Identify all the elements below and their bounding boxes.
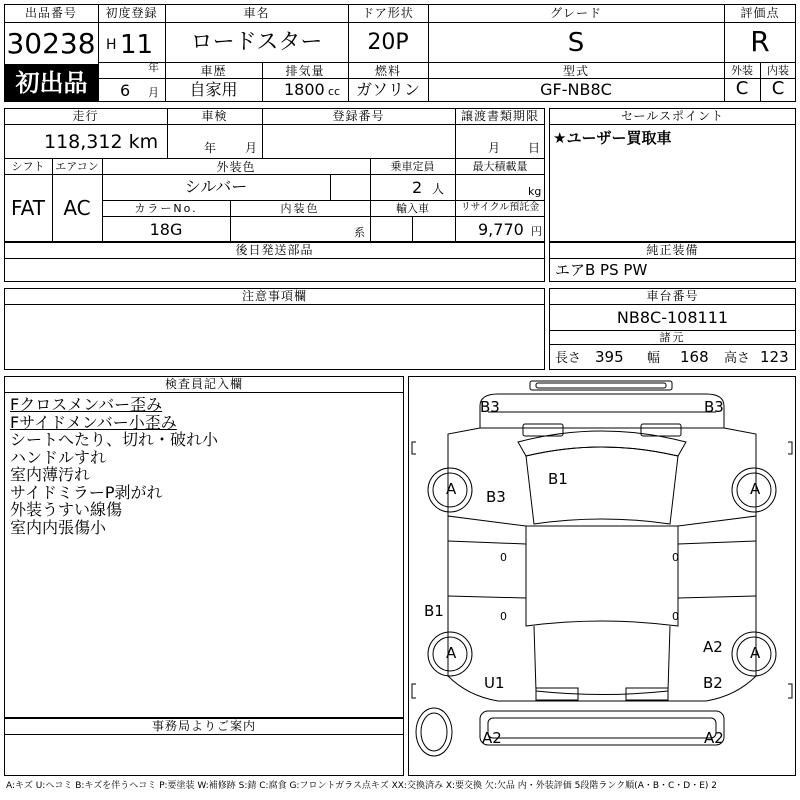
first-reg-year: 11 <box>120 30 154 60</box>
month-unit: 月 <box>148 86 159 99</box>
inspector-label: 検査員記入欄 <box>164 377 243 391</box>
displacement-label: 排気量 <box>285 64 325 78</box>
displacement-unit: cc <box>328 85 341 98</box>
inspector-note: Fクロスメンバー歪み <box>10 395 163 414</box>
vehicle-info-block <box>4 108 545 242</box>
height-value: 123 <box>760 348 789 366</box>
height-label: 高さ <box>724 351 751 366</box>
inspector-note: 外装うすい線傷 <box>10 500 123 519</box>
mark-left-rear-door: B1 <box>424 602 444 620</box>
int-color-label: 内装色 <box>280 202 320 215</box>
fuel-label: 燃料 <box>374 64 401 78</box>
reg-no-label: 登録番号 <box>332 109 385 123</box>
equipment-value: エアB PS PW <box>555 261 648 279</box>
shift-value: FAT <box>10 196 45 220</box>
office-label: 事務局よりご案内 <box>151 719 256 733</box>
inspector-note: 室内内張傷小 <box>10 517 107 537</box>
first-reg-era: H <box>106 37 117 53</box>
mark-hood-left: B3 <box>486 488 506 506</box>
mileage-label: 走行 <box>72 109 99 123</box>
door-label: ドア形状 <box>362 6 414 20</box>
mark-tire-fr: A <box>750 480 761 498</box>
lot-no-label: 出品番号 <box>24 6 77 20</box>
mark-tire-rr: A <box>750 644 761 662</box>
mark-mid-left-1: 0 <box>500 551 507 564</box>
shift-label: シフト <box>11 160 45 173</box>
color-no-value: 18G <box>149 220 183 239</box>
history-value: 自家用 <box>189 80 238 99</box>
color-no-label: カラーNo. <box>134 202 198 215</box>
max-load-label: 最大積載量 <box>472 160 528 173</box>
year-unit: 年 <box>148 61 159 74</box>
lot-no-value: 30238 <box>6 27 96 60</box>
first-sale-badge-text: 初出品 <box>15 69 88 97</box>
door-value: 20P <box>367 30 409 55</box>
interior-value: C <box>771 78 785 99</box>
interior-label: 内装 <box>767 64 789 77</box>
width-label: 幅 <box>647 351 661 366</box>
recycle-unit: 円 <box>531 225 542 238</box>
mark-mid-right-1: 0 <box>672 551 679 564</box>
grade-value: S <box>567 28 585 58</box>
width-value: 168 <box>680 348 709 366</box>
history-label: 車歴 <box>200 64 227 78</box>
ext-color-value: シルバー <box>184 177 248 196</box>
aircon-label: エアコン <box>55 160 99 173</box>
inspector-note: 室内薄汚れ <box>10 465 91 484</box>
chassis-label: 車台番号 <box>646 289 699 303</box>
mark-mid-left-2: 0 <box>500 610 507 623</box>
first-reg-label: 初度登録 <box>105 6 158 20</box>
mark-roof: B1 <box>548 470 568 488</box>
aircon-value: AC <box>63 196 91 220</box>
model-label: 型式 <box>562 64 589 78</box>
transfer-due-label: 譲渡書類期限 <box>460 109 539 123</box>
sales-point-value: ★ユーザー買取車 <box>553 129 672 147</box>
car-name-label: 車名 <box>243 6 270 20</box>
inspector-note: サイドミラーP剥がれ <box>10 482 163 502</box>
recycle-label: リサイクル預託金 <box>460 202 540 213</box>
inspector-note: ハンドルすれ <box>10 447 107 467</box>
mark-rear-right-quarter: B2 <box>703 674 723 692</box>
inspection-month: 月 <box>245 141 258 155</box>
car-diagram <box>408 376 796 776</box>
notes-label: 注意事項欄 <box>241 289 307 303</box>
int-color-unit: 系 <box>354 226 365 239</box>
mark-tire-rl: A <box>446 644 457 662</box>
length-value: 395 <box>595 348 624 366</box>
mark-rear-left-quarter: U1 <box>484 674 505 692</box>
transfer-due-day: 日 <box>528 141 541 155</box>
capacity-value: 2 <box>412 178 423 197</box>
first-reg-month: 6 <box>120 81 131 100</box>
grade-label: グレード <box>549 6 602 20</box>
transfer-due-month: 月 <box>488 141 501 155</box>
exterior-label: 外装 <box>731 64 753 77</box>
chassis-value: NB8C-108111 <box>616 308 729 327</box>
ext-color-label: 外装色 <box>216 160 256 174</box>
mark-bumper-right: A2 <box>704 729 724 747</box>
import-label: 輸入車 <box>396 202 429 215</box>
fuel-value: ガソリン <box>355 80 420 99</box>
mark-front-left: B3 <box>480 398 500 416</box>
inspector-notes-list <box>10 396 400 536</box>
mark-mid-right-2: 0 <box>672 610 679 623</box>
car-name-value: ロードスター <box>190 30 323 55</box>
score-label: 評価点 <box>740 6 780 20</box>
mark-tire-fl: A <box>446 480 457 498</box>
inspector-note: Fサイドメンバー小歪み <box>10 412 177 432</box>
mark-front-right: B3 <box>704 398 724 416</box>
mark-rear-right: A2 <box>703 638 723 656</box>
inspection-year: 年 <box>204 141 217 155</box>
genuine-label: 純正装備 <box>646 243 699 257</box>
capacity-unit: 人 <box>432 182 445 196</box>
inspector-note: シートへたり、切れ・破れ小 <box>10 430 219 449</box>
model-value: GF-NB8C <box>540 80 612 99</box>
capacity-label: 乗車定員 <box>390 160 435 173</box>
later-parts-label: 後日発送部品 <box>235 243 314 257</box>
legend-text: A:キズ U:ヘコミ B:キズを伴うヘコミ P:要塗装 W:補修跡 S:錆 C:腐食 G:フロントガラス点キズ XX:交換済み X:要交換 欠:欠品 内・外装評価 5段階ランク順(A・B・C・D・E) 2 <box>6 781 718 791</box>
displacement-value: 1800 <box>284 80 325 99</box>
max-load-unit: kg <box>528 185 542 198</box>
exterior-value: C <box>735 78 749 99</box>
mileage-value: 118,312 km <box>44 131 159 153</box>
inspection-label: 車検 <box>201 109 228 123</box>
score-value: R <box>750 25 770 58</box>
specs-label: 諸元 <box>659 331 686 344</box>
sales-point-label: セールスポイント <box>621 109 724 123</box>
length-label: 長さ <box>555 351 582 366</box>
mark-bumper-left: A2 <box>482 729 502 747</box>
recycle-value: 9,770 <box>478 220 524 239</box>
